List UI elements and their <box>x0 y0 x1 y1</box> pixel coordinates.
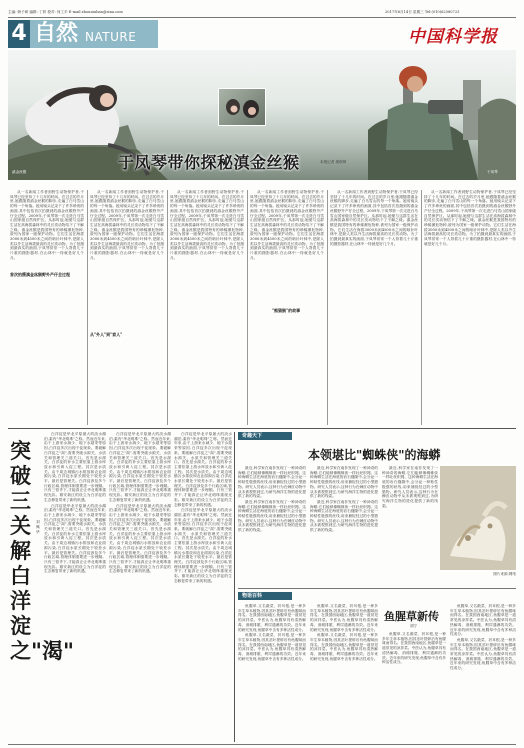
section-subtitle: NATURE <box>85 30 137 44</box>
hero-inset-photo <box>218 88 266 126</box>
column-divider <box>247 190 248 425</box>
article-mid-col-1 <box>238 466 306 586</box>
article-2-col-2 <box>310 604 378 742</box>
section-divider <box>8 428 516 429</box>
article-left-title: 突破三关解白洋淀之"渴" <box>10 438 74 663</box>
article-top-paragraph: 从一名新闻工作者到野生动物保护者,于凤琴已经坚持了十几年的时间。在过去的岁月里,她跟随着滇金丝猴的脚步,走遍了白马雪山的每一个角落。她用镜头记录下了许多珍贵的画面,其中包括首次拍摄到的滇金丝猴野外产仔全过程。2009年,于凤琴第一次走进白马雪山国家级自然保护区。从那时起,她便与这群生活在高海拔森林中的灵长类动物结下了不解之缘。滇金丝猴是我国特有的珍稀濒危物种,被列为国家一级保护动物。它们生活在海拔3000米到4500米之间的暗针叶林中,是除人类以外生活海拔最高的灵长类动物。为了拍摄到最真实的画面,于凤琴常常一个人背着几十斤重的摄影器材,在山林中一待就是好几个月。 <box>90 190 164 260</box>
article-top-paragraph: 从一名新闻工作者到野生动物保护者,于凤琴已经坚持了十几年的时间。在过去的岁月里,她跟随着滇金丝猴的脚步,走遍了白马雪山的每一个角落。她用镜头记录下了许多珍贵的画面,其中包括首次拍摄到的滇金丝猴野外产仔全过程。2009年,于凤琴第一次走进白马雪山国家级自然保护区。从那时起,她便与这群生活在高海拔森林中的灵长类动物结下了不解之缘。滇金丝猴是我国特有的珍稀濒危物种,被列为国家一级保护动物。它们生活在海拔3000米到4500米之间的暗针叶林中,是除人类以外生活海拔最高的灵长类动物。为了拍摄到最真实的画面,于凤琴常常一个人背着几十斤重的摄影器材,在山林中一待就是好几个月。 <box>424 190 516 246</box>
article-top-col-3 <box>170 190 244 425</box>
subhead-2: 从"外人"到"家人" <box>90 332 164 338</box>
article-mid-paragraph: 最近,科学家在南非发现了一种神奇的海蟒,它们能够像蜘蛛侠一样吐丝织网。这种海蟒生活在海底的岩石缝隙中,会分泌一种粘性极强的丝线,用来捕捉经过的小型猎物。研究人员表示,这种行为在棘皮动物中从未被观察到过,为研究海洋生物的进化提供了新的线索。 <box>382 466 438 508</box>
article-left-paragraph: 白洋淀是华北平原最大的淡水湖泊,素有"华北明珠"之称。然而近年来,由于上游来水减少、地下水超采等原因,白洋淀多次出现干淀现象。要破解白洋淀之"渴",需要突破水源关、水质关和管理关三道关口。首先是水源关。白洋淀的补水主要依靠上游水库放水和引黄入淀工程。其次是水质关。由于周边城镇污水排放和农业面源污染,白洋淀水质长期处于较差水平。最后是管理关。白洋淀涉及多个行政区域,管理体制需要进一步理顺。只有三管齐下,才能真正让华北明珠重现光彩。雄安新区的设立为白洋淀的生态修复带来了新的机遇。 <box>109 432 171 502</box>
photo-caption: 图片来源:网络 <box>493 572 516 576</box>
article-2-paragraph: 鱼腥草,又名蕺菜、折耳根,是一种多年生草本植物,因其茎叶搓碎后有鱼腥味而得名。在我国西南地区,鱼腥草是一道常见的凉拌菜。中医认为,鱼腥草具有清热解毒、消痈排脓、利尿通淋的功效。近年来的研究发现,鱼腥草中含有多种活性成分。 <box>450 637 516 671</box>
monkey-group-illustration <box>219 89 265 125</box>
article-left-paragraph: 白洋淀是华北平原最大的淡水湖泊,素有"华北明珠"之称。然而近年来,由于上游来水减少、地下水超采等原因,白洋淀多次出现干淀现象。要破解白洋淀之"渴",需要突破水源关、水质关和管理关三道关口。首先是水源关。白洋淀的补水主要依靠上游水库放水和引黄入淀工程。其次是水质关。由于周边城镇污水排放和农业面源污染,白洋淀水质长期处于较差水平。最后是管理关。白洋淀涉及多个行政区域,管理体制需要进一步理顺。只有三管齐下,才能真正让华北明珠重现光彩。雄安新区的设立为白洋淀的生态修复带来了新的机遇。 <box>44 432 106 502</box>
article-left-paragraph: 白洋淀是华北平原最大的淡水湖泊,素有"华北明珠"之称。然而近年来,由于上游来水减少、地下水超采等原因,白洋淀多次出现干淀现象。要破解白洋淀之"渴",需要突破水源关、水质关和管理关三道关口。首先是水源关。白洋淀的补水主要依靠上游水库放水和引黄入淀工程。其次是水质关。由于周边城镇污水排放和农业面源污染,白洋淀水质长期处于较差水平。最后是管理关。白洋淀涉及多个行政区域,管理体制需要进一步理顺。只有三管齐下,才能真正让华北明珠重现光彩。雄安新区的设立为白洋淀的生态修复带来了新的机遇。 <box>174 508 232 583</box>
header-date: 2017年6月14日 星期三 Tel:(010)62580723 <box>385 10 460 14</box>
kicker-text: 奇趣天下 <box>242 433 263 439</box>
hero-caption-left: 滇金丝猴 <box>12 170 27 174</box>
sea-creature-photo <box>440 466 516 570</box>
article-mid-paragraph: 最近,科学家在南非发现了一种神奇的海蟒,它们能够像蜘蛛侠一样吐丝织网。这种海蟒生活在海底的岩石缝隙中,会分泌一种粘性极强的丝线,用来捕捉经过的小型猎物。研究人员表示,这种行为在棘皮动物中从未被观察到过,为研究海洋生物的进化提供了新的线索。 <box>310 499 378 533</box>
article-left-paragraph: 白洋淀是华北平原最大的淡水湖泊,素有"华北明珠"之称。然而近年来,由于上游来水减少、地下水超采等原因,白洋淀多次出现干淀现象。要破解白洋淀之"渴",需要突破水源关、水质关和管理关三道关口。首先是水源关。白洋淀的补水主要依靠上游水库放水和引黄入淀工程。其次是水质关。由于周边城镇污水排放和农业面源污染,白洋淀水质长期处于较差水平。最后是管理关。白洋淀涉及多个行政区域,管理体制需要进一步理顺。只有三管齐下,才能真正让华北明珠重现光彩。雄安新区的设立为白洋淀的生态修复带来了新的机遇。 <box>174 432 232 507</box>
article-left-col-2 <box>109 432 171 742</box>
hero-byline: 本报记者 胡珉琦 <box>320 160 347 164</box>
column-divider <box>87 190 88 425</box>
article-top-col-1 <box>10 190 84 425</box>
column-divider <box>234 432 235 742</box>
hero-headline: 于凤琴带你探秘滇金丝猴 <box>118 153 300 172</box>
article-left-col-1 <box>44 432 106 742</box>
article-top-col-6 <box>424 190 516 425</box>
section-divider <box>238 588 516 589</box>
article-top-paragraph: 从一名新闻工作者到野生动物保护者,于凤琴已经坚持了十几年的时间。在过去的岁月里,她跟随着滇金丝猴的脚步,走遍了白马雪山的每一个角落。她用镜头记录下了许多珍贵的画面,其中包括首次拍摄到的滇金丝猴野外产仔全过程。2009年,于凤琴第一次走进白马雪山国家级自然保护区。从那时起,她便与这群生活在高海拔森林中的灵长类动物结下了不解之缘。滇金丝猴是我国特有的珍稀濒危物种,被列为国家一级保护动物。它们生活在海拔3000米到4500米之间的暗针叶林中,是除人类以外生活海拔最高的灵长类动物。为了拍摄到最真实的画面,于凤琴常常一个人背着几十斤重的摄影器材,在山林中一待就是好几个月。 <box>330 190 418 246</box>
column-divider <box>167 190 168 425</box>
article-top-col-2 <box>90 190 164 425</box>
column-divider <box>421 190 422 425</box>
article-2-paragraph: 鱼腥草,又名蕺菜、折耳根,是一种多年生草本植物,因其茎叶搓碎后有鱼腥味而得名。在我国西南地区,鱼腥草是一道常见的凉拌菜。中医认为,鱼腥草具有清热解毒、消痈排脓、利尿通淋的功效。近年来的研究发现,鱼腥草中含有多种活性成分。 <box>238 633 306 661</box>
subhead-3: "熊猫猴"的故事 <box>256 308 316 314</box>
kicker-text: 物语百科 <box>242 593 263 599</box>
hero-caption-right: 于凤琴 <box>487 170 498 174</box>
article-2-paragraph: 鱼腥草,又名蕺菜、折耳根,是一种多年生草本植物,因其茎叶搓碎后有鱼腥味而得名。在我国西南地区,鱼腥草是一道常见的凉拌菜。中医认为,鱼腥草具有清热解毒、消痈排脓、利尿通淋的功效。近年来的研究发现,鱼腥草中含有多种活性成分。 <box>382 632 446 665</box>
article-top-paragraph: 从一名新闻工作者到野生动物保护者,于凤琴已经坚持了十几年的时间。在过去的岁月里,她跟随着滇金丝猴的脚步,走遍了白马雪山的每一个角落。她用镜头记录下了许多珍贵的画面,其中包括首次拍摄到的滇金丝猴野外产仔全过程。2009年,于凤琴第一次走进白马雪山国家级自然保护区。从那时起,她便与这群生活在高海拔森林中的灵长类动物结下了不解之缘。滇金丝猴是我国特有的珍稀濒危物种,被列为国家一级保护动物。它们生活在海拔3000米到4500米之间的暗针叶林中,是除人类以外生活海拔最高的灵长类动物。为了拍摄到最真实的画面,于凤琴常常一个人背着几十斤重的摄影器材,在山林中一待就是好几个月。 <box>170 190 244 260</box>
header-rule <box>8 17 516 18</box>
article-2-title: 鱼腥草新传 <box>384 610 439 623</box>
subhead-1: 首次拍摄滇金丝猴野外产仔全过程 <box>10 272 84 278</box>
article-2-col-1 <box>238 604 306 742</box>
article-mid-paragraph: 最近,科学家在南非发现了一种神奇的海蟒,它们能够像蜘蛛侠一样吐丝织网。这种海蟒生活在海底的岩石缝隙中,会分泌一种粘性极强的丝线,用来捕捉经过的小型猎物。研究人员表示,这种行为在棘皮动物中从未被观察到过,为研究海洋生物的进化提供了新的线索。 <box>238 499 306 533</box>
section-title: 自然 <box>34 21 79 46</box>
article-mid-title: 本领堪比"蜘蛛侠"的海蟒 <box>308 448 441 462</box>
column-divider <box>327 190 328 425</box>
article-2-col-3 <box>382 632 446 742</box>
article-left-col-3 <box>174 432 232 742</box>
article-left-author: 刘佩华 <box>36 520 40 534</box>
masthead-logo: 中国科学报 <box>408 27 498 47</box>
article-mid-paragraph: 最近,科学家在南非发现了一种神奇的海蟒,它们能够像蜘蛛侠一样吐丝织网。这种海蟒生活在海底的岩石缝隙中,会分泌一种粘性极强的丝线,用来捕捉经过的小型猎物。研究人员表示,这种行为在棘皮动物中从未被观察到过,为研究海洋生物的进化提供了新的线索。 <box>238 466 306 499</box>
sea-creature-illustration <box>440 466 516 570</box>
header-info: 主编: 韩子研 编辑: 丁妍 校对: 何工平 E-mail:zhouniuban@sina.com <box>8 10 123 14</box>
article-2-paragraph: 鱼腥草,又名蕺菜、折耳根,是一种多年生草本植物,因其茎叶搓碎后有鱼腥味而得名。在我国西南地区,鱼腥草是一道常见的凉拌菜。中医认为,鱼腥草具有清热解毒、消痈排脓、利尿通淋的功效。近年来的研究发现,鱼腥草中含有多种活性成分。 <box>310 633 378 661</box>
article-top-col-5 <box>330 190 418 425</box>
article-left-paragraph: 白洋淀是华北平原最大的淡水湖泊,素有"华北明珠"之称。然而近年来,由于上游来水减少、地下水超采等原因,白洋淀多次出现干淀现象。要破解白洋淀之"渴",需要突破水源关、水质关和管理关三道关口。首先是水源关。白洋淀的补水主要依靠上游水库放水和引黄入淀工程。其次是水质关。由于周边城镇污水排放和农业面源污染,白洋淀水质长期处于较差水平。最后是管理关。白洋淀涉及多个行政区域,管理体制需要进一步理顺。只有三管齐下,才能真正让华北明珠重现光彩。雄安新区的设立为白洋淀的生态修复带来了新的机遇。 <box>109 503 171 574</box>
article-mid-paragraph: 最近,科学家在南非发现了一种神奇的海蟒,它们能够像蜘蛛侠一样吐丝织网。这种海蟒生活在海底的岩石缝隙中,会分泌一种粘性极强的丝线,用来捕捉经过的小型猎物。研究人员表示,这种行为在棘皮动物中从未被观察到过,为研究海洋生物的进化提供了新的线索。 <box>310 466 378 499</box>
footer-rule <box>8 744 516 745</box>
page-number: 4 <box>8 20 30 48</box>
article-2-paragraph: 鱼腥草,又名蕺菜、折耳根,是一种多年生草本植物,因其茎叶搓碎后有鱼腥味而得名。在我国西南地区,鱼腥草是一道常见的凉拌菜。中医认为,鱼腥草具有清热解毒、消痈排脓、利尿通淋的功效。近年来的研究发现,鱼腥草中含有多种活性成分。 <box>310 604 378 632</box>
article-top-paragraph: 从一名新闻工作者到野生动物保护者,于凤琴已经坚持了十几年的时间。在过去的岁月里,她跟随着滇金丝猴的脚步,走遍了白马雪山的每一个角落。她用镜头记录下了许多珍贵的画面,其中包括首次拍摄到的滇金丝猴野外产仔全过程。2009年,于凤琴第一次走进白马雪山国家级自然保护区。从那时起,她便与这群生活在高海拔森林中的灵长类动物结下了不解之缘。滇金丝猴是我国特有的珍稀濒危物种,被列为国家一级保护动物。它们生活在海拔3000米到4500米之间的暗针叶林中,是除人类以外生活海拔最高的灵长类动物。为了拍摄到最真实的画面,于凤琴常常一个人背着几十斤重的摄影器材,在山林中一待就是好几个月。 <box>10 190 84 260</box>
article-left-paragraph: 白洋淀是华北平原最大的淡水湖泊,素有"华北明珠"之称。然而近年来,由于上游来水减少、地下水超采等原因,白洋淀多次出现干淀现象。要破解白洋淀之"渴",需要突破水源关、水质关和管理关三道关口。首先是水源关。白洋淀的补水主要依靠上游水库放水和引黄入淀工程。其次是水质关。由于周边城镇污水排放和农业面源污染,白洋淀水质长期处于较差水平。最后是管理关。白洋淀涉及多个行政区域,管理体制需要进一步理顺。只有三管齐下,才能真正让华北明珠重现光彩。雄安新区的设立为白洋淀的生态修复带来了新的机遇。 <box>44 503 106 574</box>
article-mid-col-2 <box>310 466 378 586</box>
article-mid-col-3 <box>382 466 438 586</box>
article-2-paragraph: 鱼腥草,又名蕺菜、折耳根,是一种多年生草本植物,因其茎叶搓碎后有鱼腥味而得名。在我国西南地区,鱼腥草是一道常见的凉拌菜。中医认为,鱼腥草具有清热解毒、消痈排脓、利尿通淋的功效。近年来的研究发现,鱼腥草中含有多种活性成分。 <box>450 604 516 637</box>
article-top-paragraph: 从一名新闻工作者到野生动物保护者,于凤琴已经坚持了十几年的时间。在过去的岁月里,她跟随着滇金丝猴的脚步,走遍了白马雪山的每一个角落。她用镜头记录下了许多珍贵的画面,其中包括首次拍摄到的滇金丝猴野外产仔全过程。2009年,于凤琴第一次走进白马雪山国家级自然保护区。从那时起,她便与这群生活在高海拔森林中的灵长类动物结下了不解之缘。滇金丝猴是我国特有的珍稀濒危物种,被列为国家一级保护动物。它们生活在海拔3000米到4500米之间的暗针叶林中,是除人类以外生活海拔最高的灵长类动物。为了拍摄到最真实的画面,于凤琴常常一个人背着几十斤重的摄影器材,在山林中一待就是好几个月。 <box>250 190 324 260</box>
article-2-paragraph: 鱼腥草,又名蕺菜、折耳根,是一种多年生草本植物,因其茎叶搓碎后有鱼腥味而得名。在我国西南地区,鱼腥草是一道常见的凉拌菜。中医认为,鱼腥草具有清热解毒、消痈排脓、利尿通淋的功效。近年来的研究发现,鱼腥草中含有多种活性成分。 <box>238 604 306 632</box>
article-2-author: 胡宁 <box>410 624 418 628</box>
article-2-col-4 <box>450 604 516 742</box>
